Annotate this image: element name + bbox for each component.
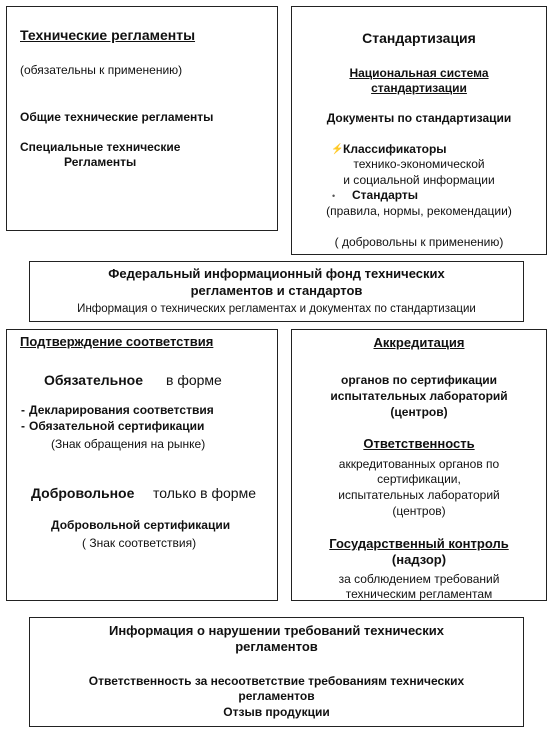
mandatory-form-label: в форме [166, 372, 222, 388]
voluntary-form-label: только в форме [153, 485, 256, 501]
tech-regulations-title: Технические регламенты [20, 27, 196, 43]
national-standardization-system-line1: Национальная система [349, 66, 489, 80]
classifiers-title: Классификаторы [343, 142, 447, 156]
classifiers-bullet-icon: ⚡ [331, 144, 344, 155]
declaration-of-conformity: Декларирования соответствия [29, 403, 214, 417]
mandatory-label: Обязательное [44, 372, 144, 388]
voluntary-certification: Добровольной сертификации [51, 518, 231, 532]
federal-fund-title-line2: регламентов и стандартов [190, 283, 363, 298]
declaration-dash-icon: - [21, 403, 25, 417]
federal-fund-title-line1: Федеральный информационный фонд технических [108, 266, 445, 281]
state-control-line2: техническим регламентам [345, 587, 493, 601]
voluntary-label: Добровольное [31, 485, 135, 501]
violations-title-line2: регламентов [235, 639, 318, 654]
federal-fund-info: Информация о технических регламентах и документах по стандартизации [77, 303, 476, 315]
responsibility-line3: испытательных лабораторий [338, 488, 500, 502]
certification-dash-icon: - [21, 419, 25, 433]
responsibility-line4: (центров) [392, 504, 446, 518]
accreditation-bodies-line1: органов по сертификации [341, 373, 497, 387]
violations-responsibility-line2: регламентов [238, 689, 315, 703]
product-recall: Отзыв продукции [223, 705, 330, 719]
mandatory-certification: Обязательной сертификации [29, 419, 205, 433]
responsibility-line2: сертификации, [377, 472, 461, 486]
standardization-title: Стандартизация [362, 30, 476, 46]
standards-bullet-icon: • [332, 191, 336, 201]
standards-detail: (правила, нормы, рекомендации) [326, 204, 512, 218]
national-standardization-system-line2: стандартизации [371, 81, 467, 95]
classifiers-line2: технико-экономической [353, 157, 485, 171]
general-tech-regulations: Общие технические регламенты [20, 110, 214, 124]
accreditation-bodies-line2: испытательных лабораторий [330, 389, 508, 403]
special-tech-regulations-line2: Регламенты [64, 155, 137, 169]
violations-responsibility-line1: Ответственность за несоответствие требованиям технических [88, 674, 465, 688]
classifiers-line3: и социальной информации [343, 173, 495, 187]
market-circulation-mark: (Знак обращения на рынке) [51, 437, 206, 451]
conformity-box [6, 329, 278, 601]
responsibility-title: Ответственность [363, 436, 475, 451]
special-tech-regulations-line1: Специальные технические [20, 140, 181, 154]
state-control-title-line1: Государственный контроль [329, 536, 509, 551]
responsibility-line1: аккредитованных органов по [338, 457, 500, 471]
accreditation-bodies-line3: (центров) [390, 405, 448, 419]
accreditation-title: Аккредитация [373, 335, 465, 350]
state-control-title-line2: (надзор) [391, 552, 447, 567]
violations-title-line1: Информация о нарушении требований технических [108, 623, 444, 638]
conformity-title: Подтверждение соответствия [20, 334, 214, 349]
standardization-documents: Документы по стандартизации [326, 111, 512, 125]
state-control-line1: за соблюдением требований [338, 572, 500, 586]
standards-voluntary-note: ( добровольны к применению) [334, 235, 504, 249]
standards-title: Стандарты [352, 188, 419, 202]
tech-regulations-mandatory-note: (обязательны к применению) [20, 63, 183, 77]
conformity-mark: ( Знак соответствия) [82, 536, 197, 550]
